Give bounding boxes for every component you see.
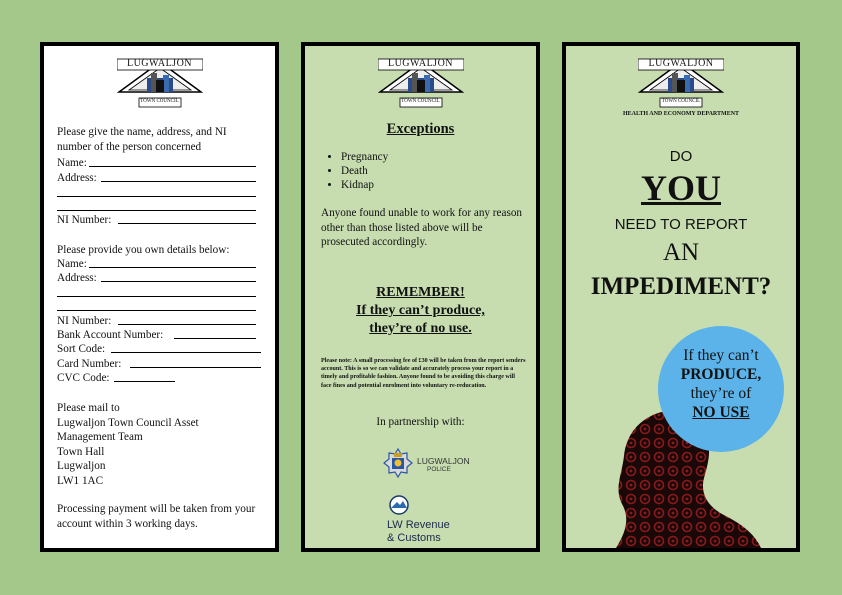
police-sub: POLICE [427, 466, 451, 473]
callout-line-3: they’re of [690, 385, 752, 402]
address-field[interactable] [101, 181, 256, 182]
list-item: • Death [341, 164, 388, 178]
logo-title: LUGWALJON [126, 58, 193, 69]
council-logo [117, 56, 203, 112]
form-panel [40, 42, 279, 552]
callout-line-1: If they can’t [683, 347, 759, 364]
mail-line: Management Team [57, 431, 143, 443]
intro-text: Please give the name, address, and NI number of the person concerned [57, 126, 227, 153]
name-label: Name: [57, 157, 87, 169]
logo-title: LUGWALJON [648, 58, 714, 69]
headline-you: YOU [641, 168, 721, 208]
logo-subtitle: TOWN COUNCIL [140, 99, 179, 104]
sort-code-field[interactable] [111, 352, 261, 353]
headline-impediment: IMPEDIMENT? [590, 273, 772, 300]
revenue-line-1: LW Revenue [387, 519, 450, 531]
card-number-label: Card Number: [57, 358, 122, 370]
mail-line: LW1 1AC [57, 475, 104, 487]
headline-do: DO [669, 148, 693, 165]
mail-line: Lugwaljon [57, 460, 106, 472]
produce-callout [658, 326, 784, 452]
remember-heading: REMEMBER! [376, 285, 465, 300]
own-details-text: Please provide you own details below: [57, 244, 230, 256]
processing-fee-note: Please note: A small processing fee of £30 will be taken from the report senders account. This is so we can validate and accurately process your report in a timely and profitable fashion. Anyone found to be avoiding this charge will face fines and potential enrolment into voluntary re-reducation. [321, 358, 526, 389]
police-name: LUGWALJON [417, 456, 470, 466]
headline-an: AN [662, 239, 700, 266]
bank-account-field[interactable] [174, 338, 256, 339]
mail-line: Lugwaljon Town Council Asset [57, 417, 199, 429]
exceptions-list [321, 150, 388, 192]
address-label: Address: [57, 172, 97, 184]
list-item: • Kidnap [341, 178, 388, 192]
cover-panel [562, 42, 800, 552]
revenue-line-2: & Customs [387, 532, 441, 544]
mail-line: Town Hall [57, 446, 105, 458]
ni-number-label: NI Number: [57, 214, 112, 226]
list-item: • Pregnancy [341, 150, 388, 164]
police-badge-icon [383, 448, 413, 478]
council-logo [638, 56, 724, 112]
cvc-field[interactable] [114, 381, 175, 382]
department-name: HEALTH AND ECONOMY DEPARTMENT [622, 111, 740, 117]
processing-text: Processing payment will be taken from your account within 3 working days. [57, 503, 256, 530]
remember-block [305, 284, 536, 338]
cvc-label: CVC Code: [57, 372, 110, 384]
callout-line-4: NO USE [692, 404, 750, 421]
own-name-field[interactable] [89, 267, 256, 268]
own-name-label: Name: [57, 258, 87, 270]
logo-title: LUGWALJON [387, 58, 454, 69]
council-logo [378, 56, 464, 112]
card-number-field[interactable] [130, 367, 261, 368]
exceptions-heading: Exceptions [386, 121, 455, 137]
logo-subtitle: TOWN COUNCIL [401, 99, 440, 104]
callout-line-2: PRODUCE, [680, 366, 762, 383]
own-address-field-line-2[interactable] [57, 296, 256, 297]
name-field[interactable] [89, 166, 256, 167]
info-panel [301, 42, 540, 552]
police-logo [383, 448, 483, 478]
sort-code-label: Sort Code: [57, 343, 106, 355]
own-address-label: Address: [57, 272, 97, 284]
address-field-line-3[interactable] [57, 210, 256, 211]
remember-line-2: they’re of no use. [369, 321, 472, 336]
warning-text: Anyone found unable to work for any reason other than those listed above will be prosecuted accordingly. [321, 207, 523, 248]
logo-subtitle: TOWN COUNCIL [661, 99, 701, 104]
ni-number-field[interactable] [118, 223, 256, 224]
own-address-field-line-3[interactable] [57, 310, 256, 311]
bank-account-label: Bank Account Number: [57, 329, 164, 341]
revenue-customs-logo [387, 495, 507, 547]
remember-line-1: If they can’t produce, [356, 303, 485, 318]
own-address-field[interactable] [101, 281, 256, 282]
mail-line: Please mail to [57, 402, 120, 414]
own-ni-label: NI Number: [57, 315, 112, 327]
address-field-line-2[interactable] [57, 196, 256, 197]
partnership-text: In partnership with: [376, 416, 465, 428]
own-ni-field[interactable] [118, 324, 256, 325]
headline-need: NEED TO REPORT [614, 216, 748, 233]
revenue-emblem-icon [388, 495, 410, 515]
